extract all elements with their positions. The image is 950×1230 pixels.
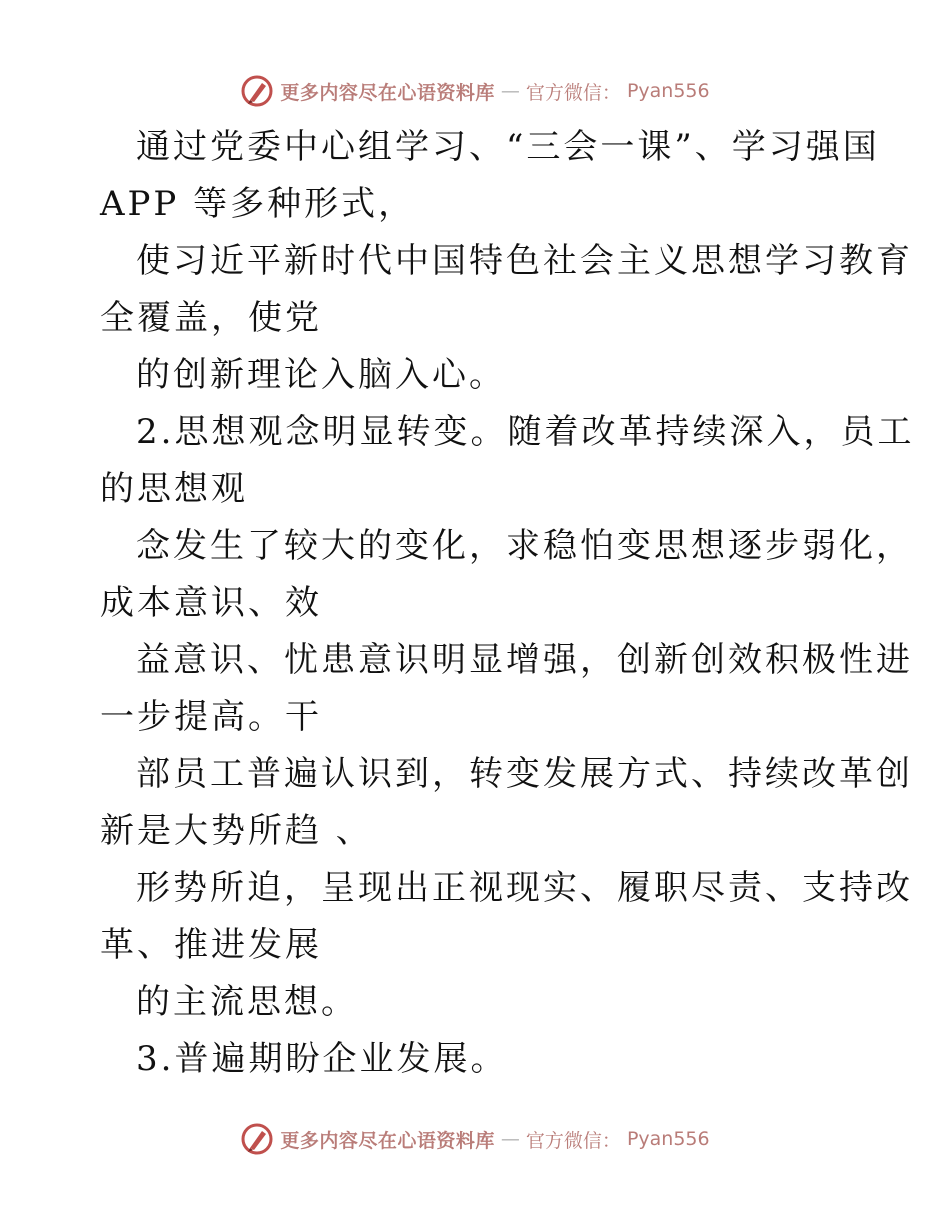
body-line: 形势所迫，呈现出正视现实、履职尽责、支持改 xyxy=(136,868,913,908)
pen-logo-icon xyxy=(240,1122,274,1156)
watermark-separator: — xyxy=(500,1128,520,1150)
body-line: 3.普遍期盼企业发展。 xyxy=(136,1039,508,1079)
body-line: 的主流思想。 xyxy=(136,982,358,1022)
body-line: 新是大势所趋 、 xyxy=(100,811,373,851)
body-line: 部员工普遍认识到，转变发展方式、持续改革创 xyxy=(136,754,913,794)
body-line: 的创新理论入脑入心。 xyxy=(136,355,506,395)
watermark-handle: Pyan556 xyxy=(626,80,710,102)
body-line: 的思想观 xyxy=(100,469,248,509)
footer-watermark xyxy=(0,1122,950,1156)
document-body xyxy=(100,119,915,1088)
body-line: APP 等多种形式， xyxy=(100,184,416,224)
watermark-text: 更多内容尽在心语资料库 xyxy=(280,1129,495,1152)
body-line: 革、推进发展 xyxy=(100,925,322,965)
watermark-handle: Pyan556 xyxy=(626,1128,710,1150)
watermark-official-label: 官方微信： xyxy=(525,1129,621,1152)
header-watermark xyxy=(0,74,950,108)
body-line: 益意识、忧患意识明显增强，创新创效积极性进 xyxy=(136,640,913,680)
watermark-official-label: 官方微信： xyxy=(525,81,621,104)
watermark-separator: — xyxy=(500,80,520,102)
body-line: 念发生了较大的变化，求稳怕变思想逐步弱化， xyxy=(136,526,913,566)
body-line: 成本意识、效 xyxy=(100,583,322,623)
watermark-text: 更多内容尽在心语资料库 xyxy=(280,81,495,104)
body-line: 使习近平新时代中国特色社会主义思想学习教育 xyxy=(136,241,913,281)
body-line: 一步提高。干 xyxy=(100,697,322,737)
body-line: 全覆盖，使党 xyxy=(100,298,322,338)
pen-logo-icon xyxy=(240,74,274,108)
body-line: 2.思想观念明显转变。随着改革持续深入，员工 xyxy=(136,412,915,452)
body-line: 通过党委中心组学习、“三会一课”、学习强国 xyxy=(136,127,880,167)
